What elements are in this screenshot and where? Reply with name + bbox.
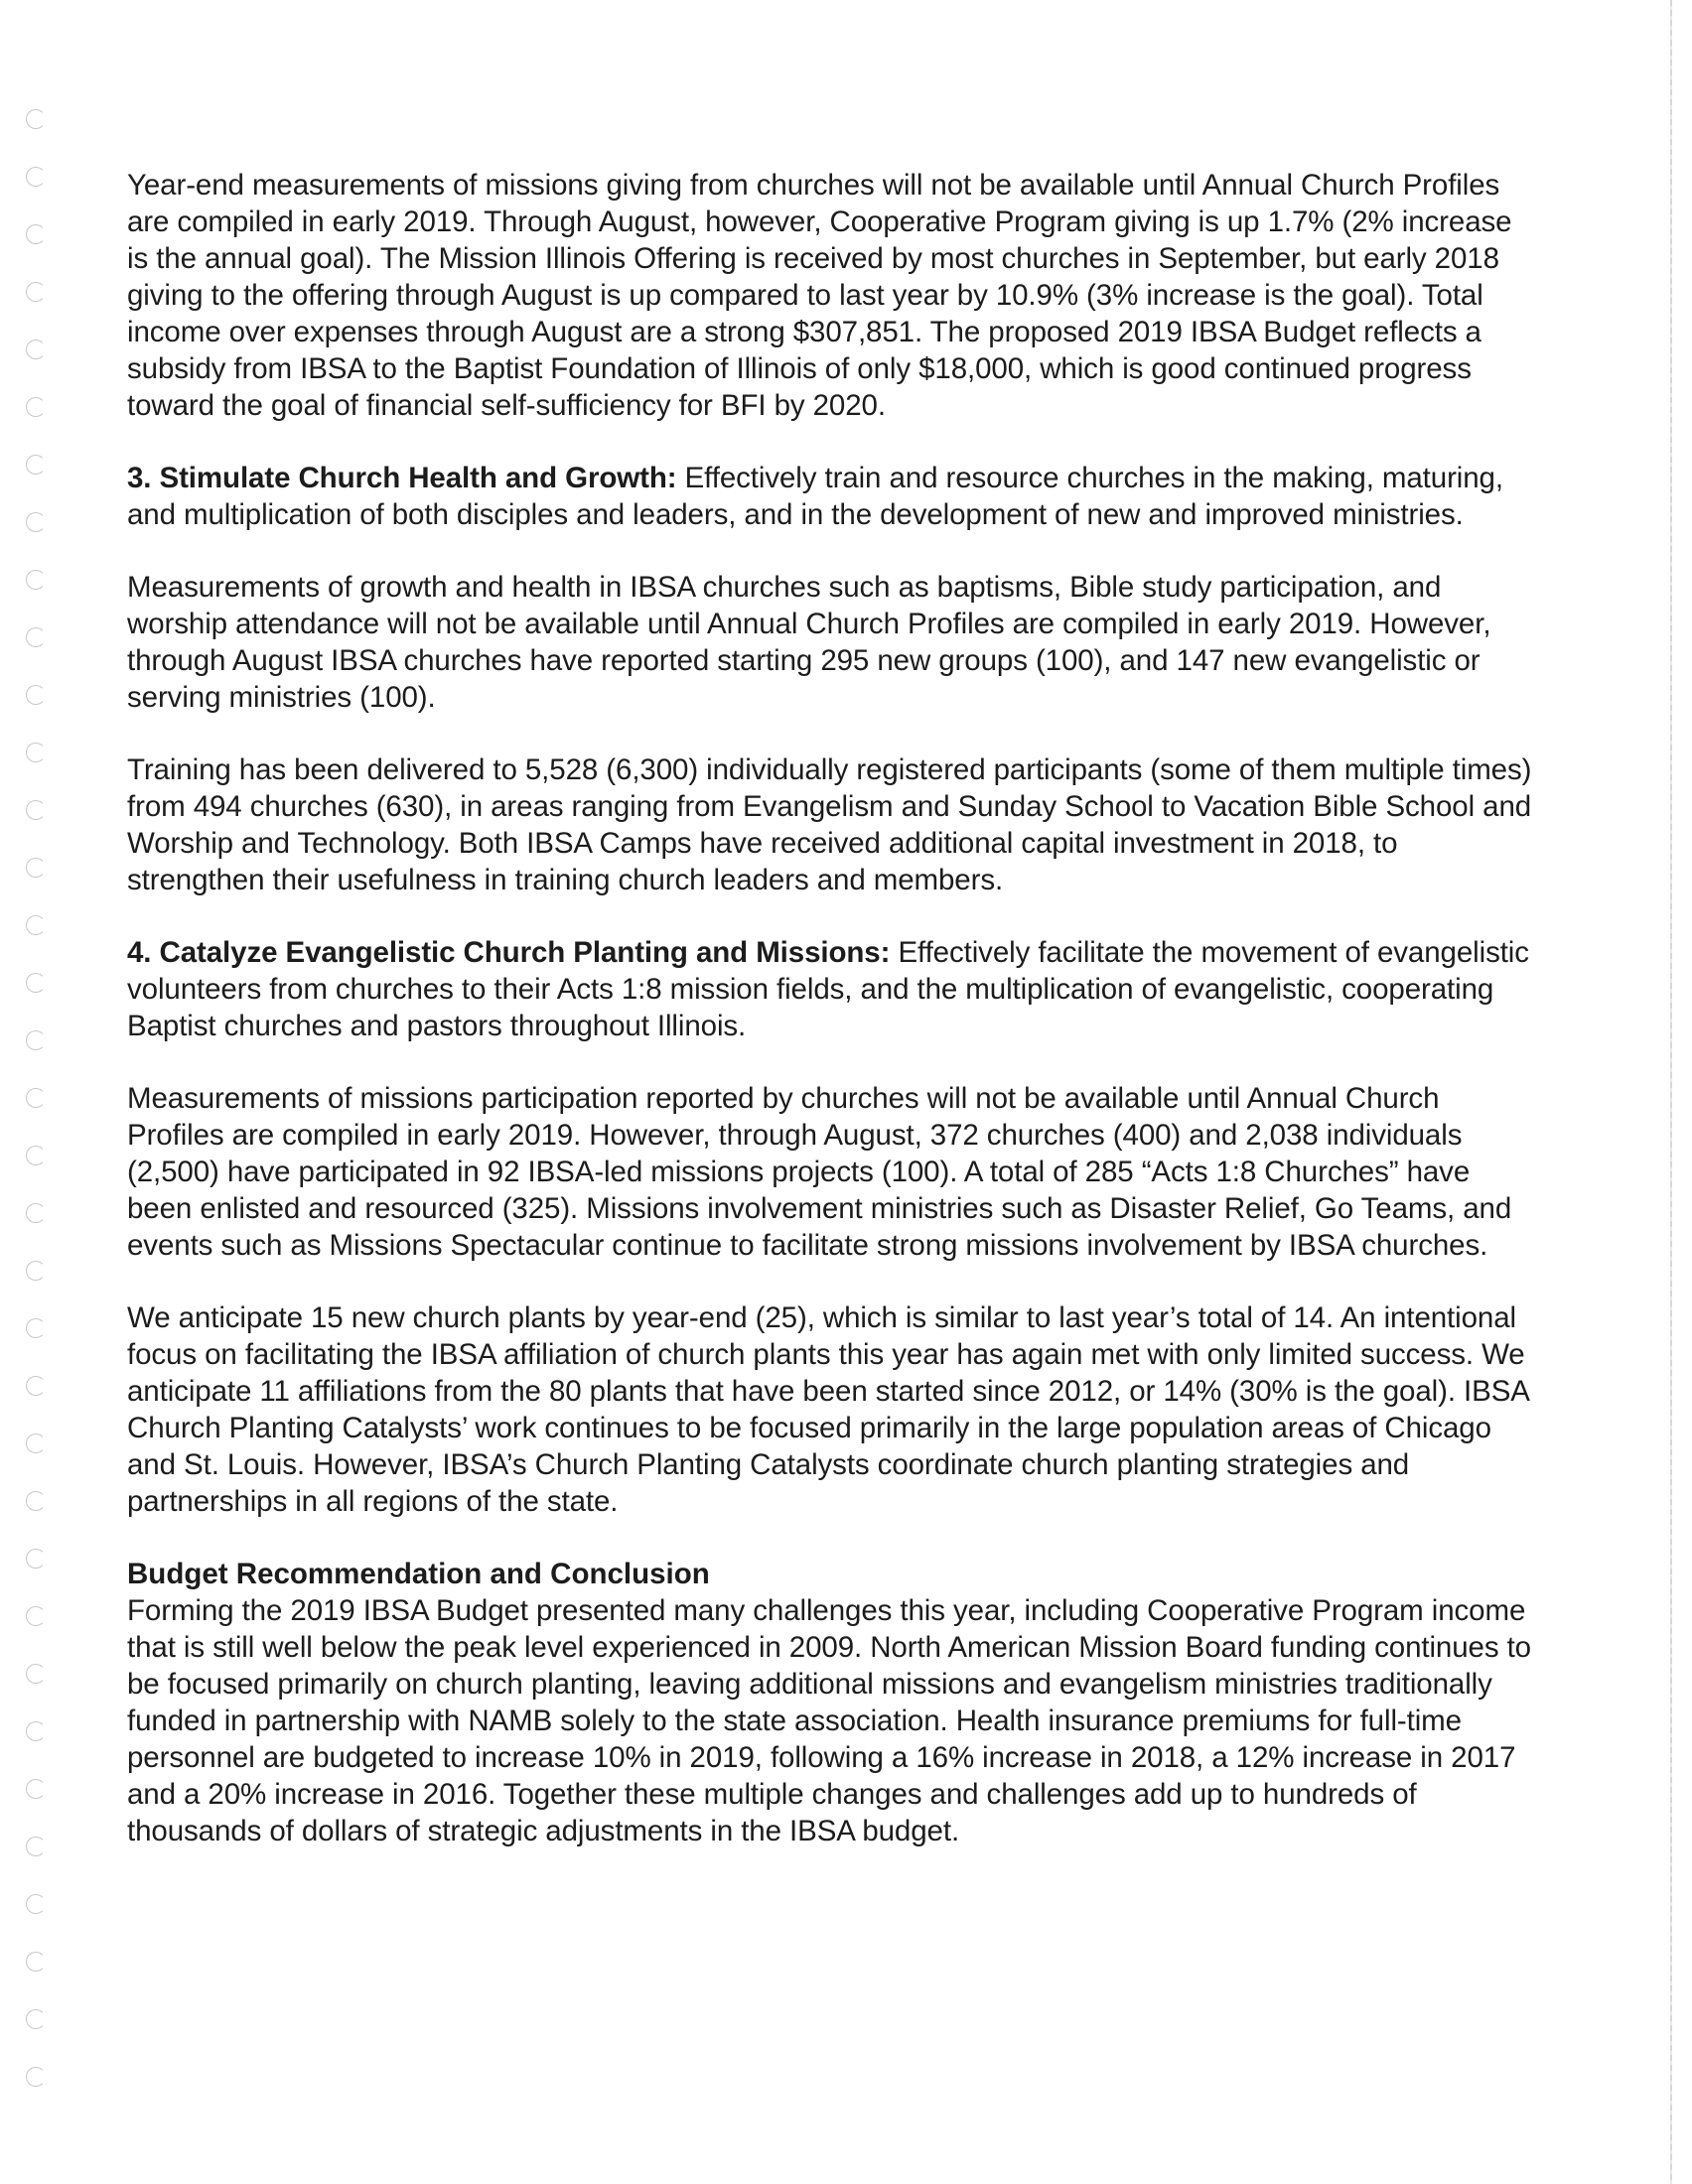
paragraph-missions-giving: Year-end measurements of missions giving from churches will not be available until Annual Church Profiles are compiled in early 2019. Through August, however, Cooperative Program giving is up 1.7% (2% increase is the annual goal). The Mission Illinois Offering is received by most churches in September, but early 2018 giving to the offering through August is up compared to last year by 10.9% (3% increase is the goal). Total income over expenses through August are a strong $307,851. The proposed 2019 IBSA Budget reflects a subsidy from IBSA to the Baptist Foundation of Illinois of only $18,000, which is good continued progress toward the goal of financial self-sufficiency for BFI by 2020. <box>127 169 1512 422</box>
scan-edge-line <box>1670 0 1672 2184</box>
punch-mark-icon <box>26 1030 46 1050</box>
document-body <box>127 167 1537 1849</box>
paragraph-missions-participation: Measurements of missions participation reported by churches will not be available until Annual Church Profiles are compiled in early 2019. However, through August, 372 churches (400) and 2,038 individuals (2,500) have participated in 92 IBSA-led missions projects (100). A total of 285 “Acts 1:8 Churches” have been enlisted and resourced (325). Missions involvement ministries such as Disaster Relief, Go Teams, and events such as Missions Spectacular continue to facilitate strong missions involvement by IBSA churches. <box>127 1082 1512 1262</box>
section-3-heading: 3. Stimulate Church Health and Growth: <box>127 462 677 494</box>
punch-mark-icon <box>26 109 46 129</box>
punch-mark-icon <box>26 455 46 475</box>
paragraph-church-plants: We anticipate 15 new church plants by year-end (25), which is similar to last year’s total of 14. An intentional focus on facilitating the IBSA affiliation of church plants this year has again met with only limited success. We anticipate 11 affiliations from the 80 plants that have been started since 2012, or 14% (30% is the goal). IBSA Church Planting Catalysts’ work continues to be focused primarily in the large population areas of Chicago and St. Louis. However, IBSA’s Church Planting Catalysts coordinate church planting strategies and partnerships in all regions of the state. <box>127 1301 1529 1518</box>
punch-mark-icon <box>26 627 46 647</box>
punch-mark-icon <box>26 167 46 187</box>
punch-mark-icon <box>26 1433 46 1453</box>
punch-mark-icon <box>26 397 46 417</box>
punch-mark-icon <box>26 1261 46 1281</box>
punch-mark-icon <box>26 973 46 993</box>
punch-mark-icon <box>26 915 46 935</box>
punch-mark-icon <box>26 1894 46 1914</box>
punch-mark-icon <box>26 1318 46 1338</box>
punch-mark-icon <box>26 282 46 302</box>
punch-mark-icon <box>26 685 46 705</box>
section-4-heading: 4. Catalyze Evangelistic Church Planting and Missions: <box>127 936 891 969</box>
punch-mark-icon <box>26 800 46 820</box>
scan-margin-marks <box>20 109 54 2134</box>
punch-mark-icon <box>26 1721 46 1741</box>
paragraph-church-health: Measurements of growth and health in IBSA churches such as baptisms, Bible study participation, and worship attendance will not be available until Annual Church Profiles are compiled in early 2019. However, through August IBSA churches have reported starting 295 new groups (100), and 147 new evangelistic or serving ministries (100). <box>127 571 1491 714</box>
section-3-paragraph <box>127 460 1537 533</box>
punch-mark-icon <box>26 512 46 532</box>
punch-mark-icon <box>26 1952 46 1972</box>
punch-mark-icon <box>26 1837 46 1856</box>
punch-mark-icon <box>26 224 46 244</box>
budget-heading: Budget Recommendation and Conclusion <box>127 1558 710 1590</box>
paragraph-budget: Forming the 2019 IBSA Budget presented many challenges this year, including Cooperative Program income that is still well below the peak level experienced in 2009. North American Mission Board funding continues to be focused primarily on church planting, leaving additional missions and evangelism ministries traditionally funded in partnership with NAMB solely to the state association. Health insurance premiums for full-time personnel are budgeted to increase 10% in 2019, following a 16% increase in 2018, a 12% increase in 2017 and a 20% increase in 2016. Together these multiple changes and challenges add up to hundreds of thousands of dollars of strategic adjustments in the IBSA budget. <box>127 1594 1531 1847</box>
punch-mark-icon <box>26 1664 46 1684</box>
punch-mark-icon <box>26 1146 46 1165</box>
punch-mark-icon <box>26 570 46 590</box>
section-4-paragraph <box>127 934 1537 1044</box>
punch-mark-icon <box>26 1376 46 1396</box>
section-4-description: Effectively facilitate the movement of evangelistic volunteers from churches to their Acts 1:8 mission fields, and the multiplication of evangelistic, cooperating Baptist churches and pastors throughout Illinois. <box>127 936 1529 1042</box>
punch-mark-icon <box>26 858 46 878</box>
punch-mark-icon <box>26 1491 46 1511</box>
section-3-description: Effectively train and resource churches in the making, maturing, and multiplication of both disciples and leaders, and in the development of new and improved ministries. <box>127 462 1503 531</box>
punch-mark-icon <box>26 1203 46 1223</box>
punch-mark-icon <box>26 2067 46 2087</box>
punch-mark-icon <box>26 1088 46 1108</box>
punch-mark-icon <box>26 743 46 762</box>
punch-mark-icon <box>26 340 46 359</box>
punch-mark-icon <box>26 2009 46 2029</box>
punch-mark-icon <box>26 1549 46 1569</box>
paragraph-training: Training has been delivered to 5,528 (6,300) individually registered participants (some of them multiple times) from 494 churches (630), in areas ranging from Evangelism and Sunday School to Vacation Bible School and Worship and Technology. Both IBSA Camps have received additional capital investment in 2018, to strengthen their usefulness in training church leaders and members. <box>127 753 1532 896</box>
punch-mark-icon <box>26 1779 46 1799</box>
punch-mark-icon <box>26 1606 46 1626</box>
